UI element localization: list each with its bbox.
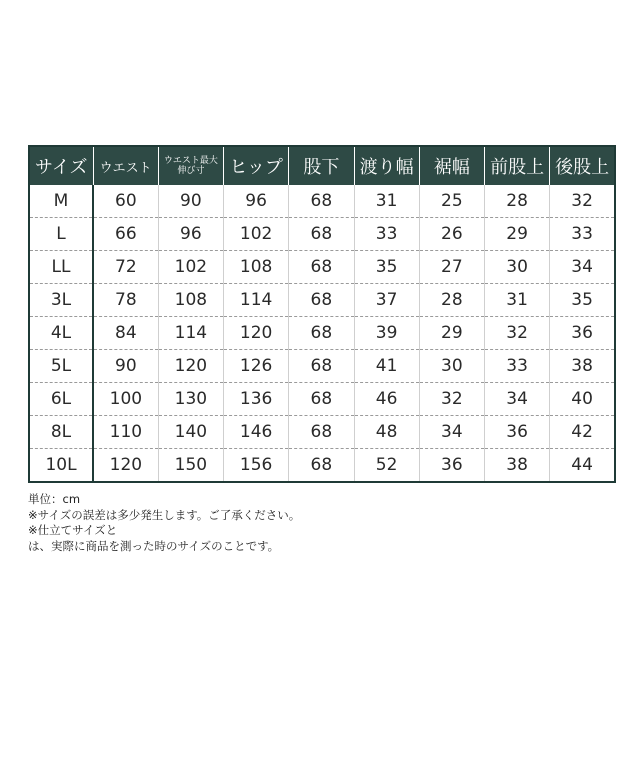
header-hem-width: 裾幅 xyxy=(419,146,484,185)
value-cell: 32 xyxy=(550,185,615,218)
note-measurement: は、実際に商品を測った時のサイズのことです。 xyxy=(28,538,280,553)
value-cell: 33 xyxy=(485,350,550,383)
value-cell: 31 xyxy=(485,284,550,317)
value-cell: 68 xyxy=(289,251,354,284)
table-header-row xyxy=(29,146,615,185)
value-cell: 28 xyxy=(485,185,550,218)
value-cell: 150 xyxy=(158,449,223,483)
value-cell: 102 xyxy=(158,251,223,284)
size-cell: 5L xyxy=(29,350,93,383)
value-cell: 120 xyxy=(158,350,223,383)
value-cell: 42 xyxy=(550,416,615,449)
value-cell: 110 xyxy=(93,416,158,449)
value-cell: 114 xyxy=(224,284,289,317)
value-cell: 39 xyxy=(354,317,419,350)
table-body xyxy=(29,185,615,482)
value-cell: 32 xyxy=(419,383,484,416)
value-cell: 68 xyxy=(289,185,354,218)
value-cell: 108 xyxy=(158,284,223,317)
value-cell: 40 xyxy=(550,383,615,416)
value-cell: 60 xyxy=(93,185,158,218)
value-cell: 66 xyxy=(93,218,158,251)
value-cell: 36 xyxy=(550,317,615,350)
value-cell: 29 xyxy=(485,218,550,251)
note-tailored-size: ※仕立てサイズと xyxy=(28,523,118,537)
value-cell: 28 xyxy=(419,284,484,317)
header-waist: ウエスト xyxy=(93,146,158,185)
value-cell: 68 xyxy=(289,416,354,449)
note-error-margin: ※サイズの誤差は多少発生します。ご了承ください。 xyxy=(28,507,301,522)
value-cell: 68 xyxy=(289,218,354,251)
size-cell: 10L xyxy=(29,449,93,483)
header-thigh-width: 渡り幅 xyxy=(354,146,419,185)
size-chart-table xyxy=(28,145,616,483)
value-cell: 130 xyxy=(158,383,223,416)
value-cell: 68 xyxy=(289,350,354,383)
value-cell: 90 xyxy=(158,185,223,218)
value-cell: 108 xyxy=(224,251,289,284)
size-cell: 4L xyxy=(29,317,93,350)
value-cell: 35 xyxy=(550,284,615,317)
value-cell: 136 xyxy=(224,383,289,416)
value-cell: 156 xyxy=(224,449,289,483)
table-row xyxy=(29,251,615,284)
value-cell: 72 xyxy=(93,251,158,284)
size-cell: LL xyxy=(29,251,93,284)
value-cell: 30 xyxy=(419,350,484,383)
value-cell: 48 xyxy=(354,416,419,449)
value-cell: 34 xyxy=(485,383,550,416)
value-cell: 31 xyxy=(354,185,419,218)
value-cell: 30 xyxy=(485,251,550,284)
value-cell: 140 xyxy=(158,416,223,449)
value-cell: 102 xyxy=(224,218,289,251)
value-cell: 96 xyxy=(158,218,223,251)
value-cell: 90 xyxy=(93,350,158,383)
value-cell: 68 xyxy=(289,284,354,317)
size-cell: 8L xyxy=(29,416,93,449)
value-cell: 36 xyxy=(485,416,550,449)
value-cell: 38 xyxy=(550,350,615,383)
value-cell: 146 xyxy=(224,416,289,449)
note-unit: 単位：cm xyxy=(28,492,81,506)
header-front-rise: 前股上 xyxy=(485,146,550,185)
value-cell: 120 xyxy=(109,455,143,475)
value-cell: 100 xyxy=(93,383,158,416)
table-row xyxy=(29,449,615,483)
value-cell: 41 xyxy=(354,350,419,383)
value-cell: 68 xyxy=(289,317,354,350)
size-cell: M xyxy=(29,185,93,218)
table-row xyxy=(29,185,615,218)
table-row xyxy=(29,284,615,317)
value-cell: 120 xyxy=(224,317,289,350)
value-cell: 52 xyxy=(354,449,419,483)
value-cell: 44 xyxy=(550,449,615,483)
table-row xyxy=(29,383,615,416)
value-cell: 33 xyxy=(550,218,615,251)
table-row xyxy=(29,416,615,449)
value-cell: 38 xyxy=(485,449,550,483)
value-cell: 25 xyxy=(419,185,484,218)
value-cell: 33 xyxy=(354,218,419,251)
value-cell: 26 xyxy=(419,218,484,251)
value-cell: 27 xyxy=(419,251,484,284)
value-cell: 37 xyxy=(354,284,419,317)
value-cell: 78 xyxy=(93,284,158,317)
value-cell: 34 xyxy=(419,416,484,449)
table-row xyxy=(29,350,615,383)
value-cell: 96 xyxy=(224,185,289,218)
header-size: サイズ xyxy=(29,146,93,185)
header-hip: ヒップ xyxy=(224,146,289,185)
value-cell: 46 xyxy=(354,383,419,416)
size-cell: 6L xyxy=(29,383,93,416)
size-cell: 3L xyxy=(29,284,93,317)
header-inseam: 股下 xyxy=(289,146,354,185)
value-cell: 114 xyxy=(158,317,223,350)
table-row xyxy=(29,317,615,350)
value-cell: 84 xyxy=(93,317,158,350)
table-row xyxy=(29,218,615,251)
size-cell: L xyxy=(29,218,93,251)
value-cell: 126 xyxy=(224,350,289,383)
value-cell: 68 xyxy=(289,449,354,483)
value-cell: 34 xyxy=(550,251,615,284)
value-cell: 68 xyxy=(289,383,354,416)
value-cell: 29 xyxy=(419,317,484,350)
header-back-rise: 後股上 xyxy=(550,146,615,185)
value-cell: 36 xyxy=(419,449,484,483)
notes xyxy=(28,492,300,554)
header-waist-max-stretch: ウエスト最大伸び寸 xyxy=(158,146,223,185)
value-cell: 35 xyxy=(354,251,419,284)
value-cell: 32 xyxy=(485,317,550,350)
